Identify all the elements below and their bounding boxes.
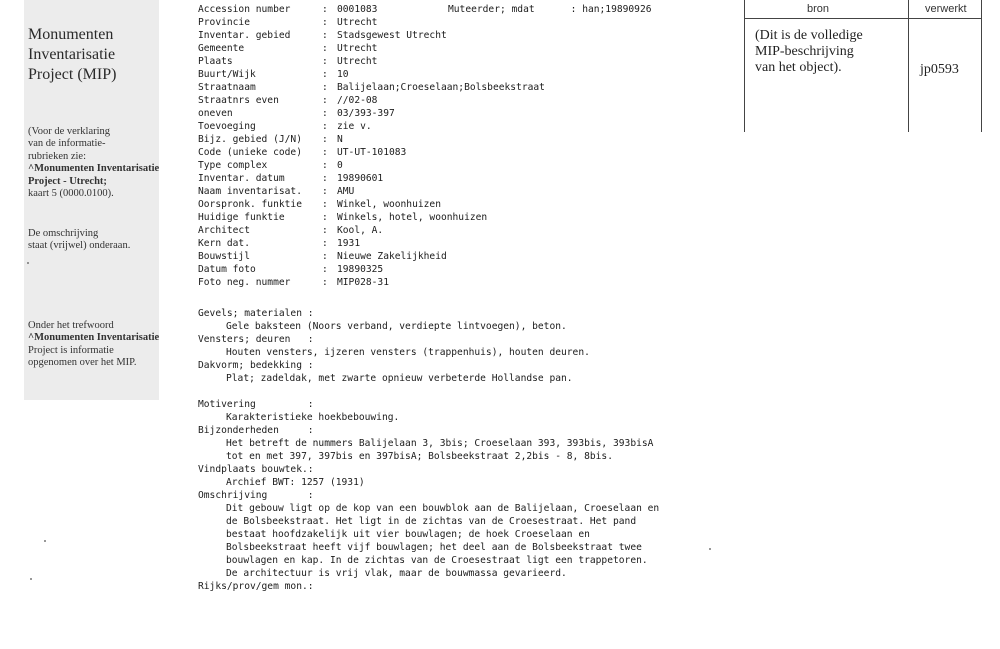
field-separator: : — [322, 264, 328, 275]
note-line: Onder het trefwoord — [28, 320, 114, 331]
record-field-row — [198, 81, 743, 94]
field-label: Buurt/Wijk — [198, 69, 256, 80]
section-heading-rijks: Rijks/prov/gem mon.: — [198, 581, 314, 592]
note-line: De omschrijving — [28, 228, 99, 239]
section-heading-vindplaats: Vindplaats bouwtek.: — [198, 464, 314, 475]
field-label: Naam inventarisat. — [198, 186, 302, 197]
field-value: 0 — [337, 160, 343, 171]
field-value: N — [337, 134, 343, 145]
section-text-motivering: Karakteristieke hoekbebouwing. — [226, 412, 400, 423]
field-label: Gemeente — [198, 43, 245, 54]
note-line: van de informatie- — [28, 138, 106, 150]
column-divider — [908, 0, 909, 132]
record-field-row — [198, 29, 743, 42]
record-field-row — [198, 94, 743, 107]
note-line: Project - Utrecht; — [28, 175, 107, 187]
column-header-verwerkt: verwerkt — [925, 3, 967, 15]
section-text-gevels: Gele baksteen (Noors verband, verdiepte lintvoegen), beton. — [226, 321, 567, 332]
field-value: 10 — [337, 69, 349, 80]
section-text-omschrijving: Dit gebouw ligt op de kop van een bouwblok aan de Balijelaan, Croeselaan en — [226, 503, 660, 514]
field-value: UT-UT-101083 — [337, 147, 407, 158]
section-text-omschrijving: bouwlagen en kap. In de zichtas van de Croesestraat ligt een trappetoren. — [226, 555, 648, 566]
field-label: Accession number — [198, 4, 291, 15]
field-value: //02-08 — [337, 95, 378, 106]
field-separator: : — [322, 17, 328, 28]
field-separator: : — [322, 30, 328, 41]
record-field-row — [198, 107, 743, 120]
field-value: zie v. — [337, 121, 372, 132]
field-separator: : — [322, 95, 328, 106]
field-separator: : — [322, 277, 328, 288]
bron-cell — [755, 28, 905, 76]
field-label: Toevoeging — [198, 121, 256, 132]
field-label: Huidige funktie — [198, 212, 285, 223]
record-field-row — [198, 159, 743, 172]
field-label: Code (unieke code) — [198, 147, 302, 158]
field-separator: : — [322, 238, 328, 249]
scan-speck — [44, 540, 46, 542]
note-line: staat (vrijwel) onderaan. — [28, 240, 131, 252]
field-value: Utrecht — [337, 17, 378, 28]
field-value: Utrecht — [337, 43, 378, 54]
legend-note — [28, 126, 178, 200]
record-field-row — [198, 211, 743, 224]
field-separator: : — [322, 173, 328, 184]
field-separator: : — [322, 82, 328, 93]
field-label: Kern dat. — [198, 238, 250, 249]
note-line: ^Monumenten Inventarisatie — [28, 332, 160, 344]
note-line: rubrieken zie: — [28, 150, 87, 162]
field-value: Kool, A. — [337, 225, 384, 236]
field-label: Straatnaam — [198, 82, 256, 93]
field-separator: : — [322, 56, 328, 67]
field-value: 03/393-397 — [337, 108, 395, 119]
record-field-row — [198, 198, 743, 211]
field-separator: : — [322, 199, 328, 210]
header-divider — [745, 18, 981, 19]
scan-speck — [709, 548, 711, 550]
field-label: Inventar. gebied — [198, 30, 291, 41]
scan-speck — [30, 578, 32, 580]
field-separator: : — [322, 160, 328, 171]
section-text-bijzonderheden: tot en met 397, 397bis en 397bisA; Bolsbeekstraat 2,2bis - 8, 8bis. — [226, 451, 613, 462]
record-field-row — [198, 250, 743, 263]
field-separator: : — [322, 147, 328, 158]
section-text-omschrijving: De architectuur is vrij vlak, maar de bouwmassa gevarieerd. — [226, 568, 567, 579]
field-label: Architect — [198, 225, 250, 236]
section-text-bijzonderheden: Het betreft de nummers Balijelaan 3, 3bis; Croeselaan 393, 393bis, 393bisA — [226, 438, 654, 449]
field-value: Balijelaan;Croeselaan;Bolsbeekstraat — [337, 82, 545, 93]
field-separator: : — [322, 225, 328, 236]
field-label: Bijz. gebied (J/N) — [198, 134, 302, 145]
record-field-row — [198, 16, 743, 29]
bron-line: (Dit is de volledige — [755, 28, 863, 43]
mip-title-line: Project (MIP) — [28, 66, 117, 83]
field-label: Provincie — [198, 17, 250, 28]
field-label: Foto neg. nummer — [198, 277, 291, 288]
section-heading-vensters: Vensters; deuren : — [198, 334, 314, 345]
section-heading-omschrijving: Omschrijving : — [198, 490, 314, 501]
section-text-omschrijving: bestaat hoofdzakelijk uit vier bouwlagen; de hoek Croeselaan en — [226, 529, 590, 540]
field-separator: : — [322, 186, 328, 197]
field-separator: : — [322, 108, 328, 119]
field-value: 19890325 — [337, 264, 384, 275]
field-value: Utrecht — [337, 56, 378, 67]
field-label: Oorspronk. funktie — [198, 199, 302, 210]
description-sections — [198, 307, 758, 593]
record-field-row — [198, 42, 743, 55]
verwerkt-cell: jp0593 — [920, 62, 959, 77]
note-line: kaart 5 (0000.0100). — [28, 188, 114, 200]
field-label: Bouwstijl — [198, 251, 250, 262]
mip-title-line: Inventarisatie — [28, 46, 116, 63]
field-label: Inventar. datum — [198, 173, 285, 184]
field-label: oneven — [198, 108, 233, 119]
keyword-note — [28, 320, 178, 370]
bron-line: van het object). — [755, 60, 842, 75]
record-field-row — [198, 224, 743, 237]
scan-speck — [27, 262, 29, 264]
field-value: 19890601 — [337, 173, 384, 184]
note-line: opgenomen over het MIP. — [28, 357, 137, 369]
field-separator: : — [322, 121, 328, 132]
field-value: Stadsgewest Utrecht — [337, 30, 447, 41]
record-field-row — [198, 237, 743, 250]
bron-line: MIP-beschrijving — [755, 44, 854, 59]
record-field-row — [198, 263, 743, 276]
field-separator: : — [322, 212, 328, 223]
field-separator: : — [322, 43, 328, 54]
record-field-row — [198, 276, 743, 289]
mutator-label: Muteerder; mdat — [448, 4, 535, 15]
note-line: (Voor de verklaring — [28, 126, 111, 137]
mutator-value: : han;19890926 — [570, 4, 652, 15]
field-value: Winkel, woonhuizen — [337, 199, 441, 210]
field-value: 0001083 — [337, 4, 378, 15]
mip-title — [28, 25, 158, 85]
section-heading-bijzonderheden: Bijzonderheden : — [198, 425, 314, 436]
section-text-dakvorm: Plat; zadeldak, met zwarte opnieuw verbeterde Hollandse pan. — [226, 373, 573, 384]
section-heading-gevels: Gevels; materialen : — [198, 308, 314, 319]
field-value: Winkels, hotel, woonhuizen — [337, 212, 488, 223]
record-field-row — [198, 68, 743, 81]
field-value: AMU — [337, 186, 355, 197]
record-field-row — [198, 185, 743, 198]
record-field-row — [198, 120, 743, 133]
field-value: MIP028-31 — [337, 277, 389, 288]
section-heading-dakvorm: Dakvorm; bedekking : — [198, 360, 314, 371]
field-label: Plaats — [198, 56, 233, 67]
mip-title-line: Monumenten — [28, 26, 114, 43]
field-separator: : — [322, 4, 328, 15]
field-value: 1931 — [337, 238, 361, 249]
note-line: ^Monumenten Inventarisatie — [28, 163, 160, 175]
field-label: Straatnrs even — [198, 95, 279, 106]
record-field-row — [198, 146, 743, 159]
section-text-omschrijving: Bolsbeekstraat heeft vijf bouwlagen; het deel aan de Bolsbeekstraat twee — [226, 542, 642, 553]
field-separator: : — [322, 69, 328, 80]
field-label: Datum foto — [198, 264, 256, 275]
mutator-field — [448, 3, 652, 16]
source-table — [744, 0, 982, 132]
section-text-vensters: Houten vensters, ijzeren vensters (trappenhuis), houten deuren. — [226, 347, 590, 358]
note-line: Project is informatie — [28, 344, 114, 356]
description-note — [28, 228, 178, 253]
section-heading-motivering: Motivering : — [198, 399, 314, 410]
section-text-omschrijving: de Bolsbeekstraat. Het ligt in de zichtas van de Croesestraat. Het pand — [226, 516, 637, 527]
field-label: Type complex — [198, 160, 268, 171]
section-text-vindplaats: Archief BWT: 1257 (1931) — [226, 477, 365, 488]
column-header-bron: bron — [807, 3, 830, 15]
record-field-row — [198, 172, 743, 185]
record-fields — [198, 3, 743, 289]
record-field-row — [198, 55, 743, 68]
field-separator: : — [322, 251, 328, 262]
field-value: Nieuwe Zakelijkheid — [337, 251, 447, 262]
field-separator: : — [322, 134, 328, 145]
record-field-row — [198, 133, 743, 146]
